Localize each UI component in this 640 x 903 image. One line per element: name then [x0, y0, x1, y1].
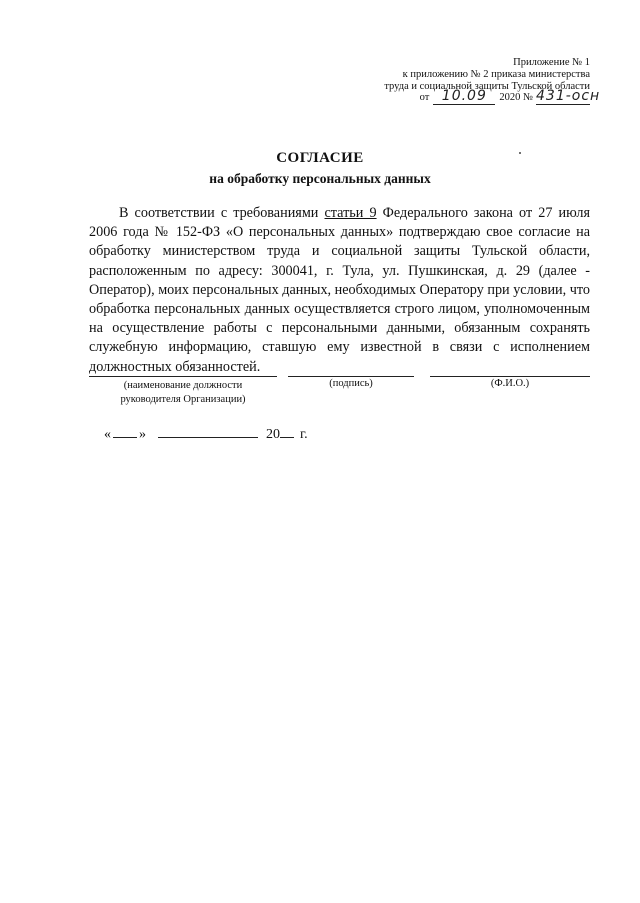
- signature-caption: (подпись): [329, 378, 373, 389]
- document-title: СОГЛАСИЕ: [276, 150, 364, 166]
- year-label: 2020 №: [499, 92, 533, 103]
- order-date-number: [419, 88, 601, 105]
- consent-text: [89, 204, 590, 377]
- consent-text-start: В соответствии с требованиями: [119, 205, 325, 221]
- position-caption-line1: (наименование должности: [123, 380, 243, 391]
- day-blank: [113, 424, 137, 438]
- position-caption-line2: руководителя Организации): [120, 394, 246, 405]
- position-caption: [89, 379, 277, 407]
- appendix-reference: к приложению № 2 приказа министерства: [402, 69, 590, 80]
- appendix-ministry: труда и социальной защиты Тульской области: [384, 81, 590, 92]
- year-suffix: г.: [300, 427, 308, 442]
- from-label: от: [419, 92, 430, 103]
- handwritten-date: 10.09: [433, 88, 495, 105]
- century-label: 20: [266, 427, 280, 442]
- open-quote: «: [104, 427, 111, 442]
- fio-caption: (Ф.И.О.): [490, 378, 530, 389]
- handwritten-order-number: 431-осн: [536, 88, 601, 104]
- year-blank: [280, 424, 294, 438]
- close-quote: »: [139, 427, 146, 442]
- month-blank: [158, 424, 258, 438]
- position-line: [89, 376, 277, 377]
- signing-date: [104, 424, 308, 443]
- law-article-link[interactable]: статьи 9: [324, 205, 377, 221]
- consent-text-rest: Федерального закона от 27 июля 2006 года № 152-ФЗ «О персональных данных» подтверждаю свое согласие на обработку министерством труда и социальной защиты Тульской области, расположенным по адресу: 300041, г. Тула, ул. Пушкинская, д. 29 (далее - Оператор), моих персональных данных, необходимых Оператору при условии, что обработка персональных данных осуществляется строго лицом, уполномоченным на осуществление работы с персональными данными, обязанным сохранять служебную информацию, ставшую ему известной в связи с исполнением должностных обязанностей.: [89, 205, 590, 375]
- appendix-number: Приложение № 1: [513, 57, 590, 68]
- document-subtitle: на обработку персональных данных: [209, 171, 431, 186]
